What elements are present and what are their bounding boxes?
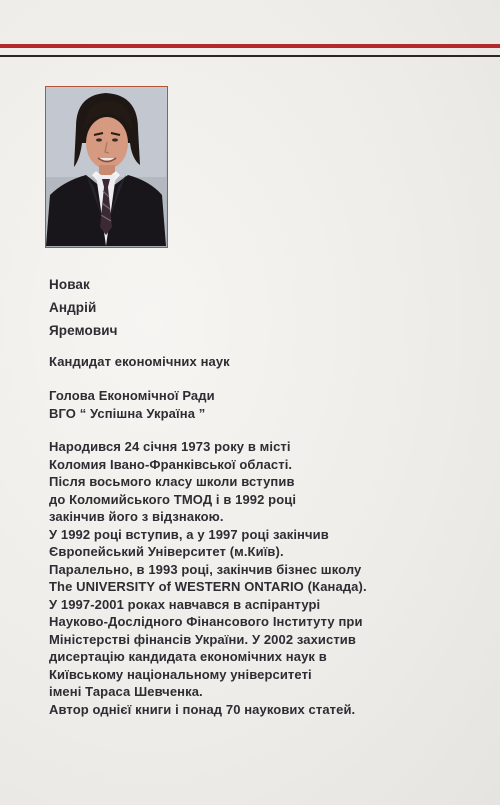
academic-degree: Кандидат економічних наук — [49, 354, 230, 369]
biography-line: до Коломийського ТМОД і в 1992 році — [49, 491, 297, 507]
biography-line: У 1992 році вступив, а у 1997 році закінчив — [49, 526, 329, 542]
author-surname: Новак — [49, 277, 90, 292]
author-patronymic: Яремович — [49, 323, 118, 338]
biography-line: Автор однієї книги і понад 70 наукових статей. — [49, 701, 356, 717]
biography-line: Народився 24 січня 1973 року в місті — [49, 439, 291, 454]
position-line: Голова Економічної Ради — [49, 388, 215, 403]
author-name — [49, 273, 118, 342]
author-portrait-photo — [45, 86, 168, 248]
top-red-rule — [0, 44, 500, 48]
biography-line: Київському національному університеті — [49, 666, 312, 682]
biography-line: У 1997-2001 роках навчався в аспірантурі — [49, 596, 321, 612]
biography-text — [49, 438, 367, 718]
biography-line: Міністерстві фінансів України. У 2002 захистив — [49, 631, 356, 647]
biography-line: Коломия Івано-Франківської області. — [49, 456, 293, 472]
position-line: ВГО “ Успішна Україна ” — [49, 406, 206, 421]
top-black-rule — [0, 55, 500, 57]
biography-line: імені Тараса Шевченка. — [49, 684, 203, 699]
portrait-illustration — [46, 87, 166, 246]
biography-line: The UNIVERSITY of WESTERN ONTARIO (Канада). — [49, 579, 367, 594]
biography-line: Європейський Університет (м.Київ). — [49, 544, 284, 559]
biography-line: Науково-Дослідного Фінансового Інституту при — [49, 614, 363, 629]
author-first-name: Андрій — [49, 300, 97, 315]
biography-line: Після восьмого класу школи вступив — [49, 474, 295, 489]
author-position — [49, 387, 215, 423]
biography-line: дисертацію кандидата економічних наук в — [49, 649, 327, 664]
biography-line: Паралельно, в 1993 році, закінчив бізнес школу — [49, 561, 362, 577]
biography-line: закінчив його з відзнакою. — [49, 509, 224, 524]
